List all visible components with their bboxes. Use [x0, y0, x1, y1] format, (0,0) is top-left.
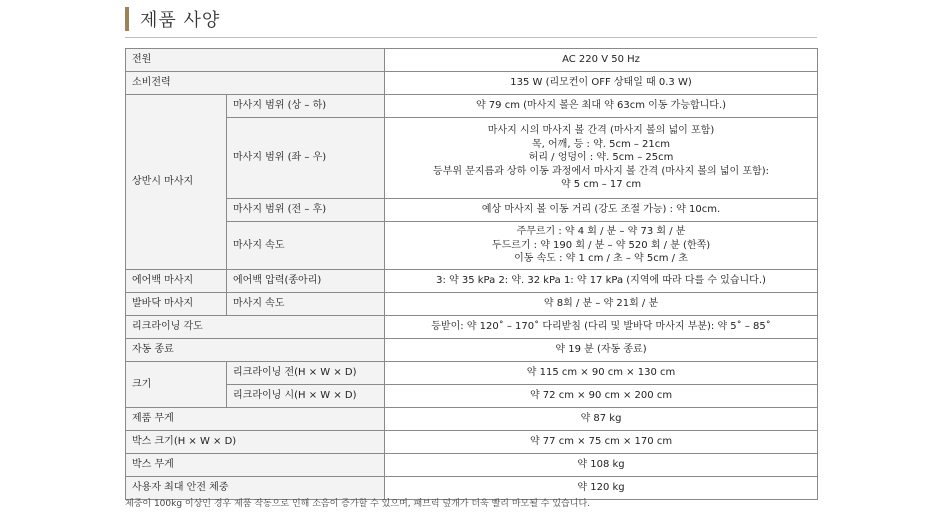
value-airbag-pressure: 3: 약 35 kPa 2: 약. 32 kPa 1: 약 17 kPa (지역에 따라 다를 수 있습니다.) [385, 270, 818, 293]
row-value-consumption: 135 W (리모컨이 OFF 상태일 때 0.3 W) [385, 72, 818, 95]
range-lr-line: 등부위 문지름과 상하 이동 과정에서 마사지 볼 간격 (마사지 볼의 넓이 포함): [433, 165, 769, 177]
row-label-box-size: 박스 크기(H × W × D) [126, 431, 385, 454]
range-lr-line: 허리 / 엉덩이 : 약. 5cm – 25cm [528, 152, 674, 164]
value-foot-speed: 약 8회 / 분 – 약 21회 / 분 [385, 293, 818, 316]
value-speed [385, 222, 818, 270]
value-range-fb: 예상 마사지 볼 이동 거리 (강도 조절 가능) : 약 10cm. [385, 199, 818, 222]
row-value-weight: 약 87 kg [385, 408, 818, 431]
speed-line: 두드르기 : 약 190 회 / 분 – 약 520 회 / 분 (한쪽) [491, 239, 711, 251]
table-row [126, 270, 818, 293]
table-row [126, 431, 818, 454]
row-label-recline: 리크라이닝 각도 [126, 316, 385, 339]
table-row [126, 95, 818, 118]
table-row [126, 49, 818, 72]
range-lr-line: 약 5 cm – 17 cm [560, 179, 642, 191]
page-title: 제품 사양 [140, 10, 221, 31]
range-lr-line: 마사지 시의 마사지 볼 간격 (마사지 볼의 넓이 포함) [487, 125, 715, 137]
row-label-airbag: 에어백 마사지 [126, 270, 227, 293]
value-range-ud: 약 79 cm (마사지 볼은 최대 약 63cm 이동 가능합니다.) [385, 95, 818, 118]
title-accent-bar [125, 7, 129, 31]
sub-label-airbag-pressure: 에어백 압력(종아리) [227, 270, 385, 293]
range-lr-line: 목, 어깨, 등 : 약. 5cm – 21cm [532, 138, 671, 150]
row-label-power: 전원 [126, 49, 385, 72]
row-value-recline: 등받이: 약 120˚ – 170˚ 다리받침 (다리 및 발바닥 마사지 부분): 약 5˚ – 85˚ [385, 316, 818, 339]
section-header [125, 6, 220, 32]
sub-label-foot-speed: 마사지 속도 [227, 293, 385, 316]
sub-label-speed: 마사지 속도 [227, 222, 385, 270]
sub-label-range-ud: 마사지 범위 (상 – 하) [227, 95, 385, 118]
speed-line: 이동 속도 : 약 1 cm / 초 – 약 5cm / 초 [514, 253, 688, 265]
row-label-auto-off: 자동 종료 [126, 339, 385, 362]
row-label-box-weight: 박스 무게 [126, 454, 385, 477]
table-row [126, 293, 818, 316]
row-value-max-user: 약 120 kg [385, 477, 818, 500]
sub-label-size-before: 리크라이닝 전(H × W × D) [227, 362, 385, 385]
row-label-size: 크기 [126, 362, 227, 408]
value-size-before: 약 115 cm × 90 cm × 130 cm [385, 362, 818, 385]
value-size-during: 약 72 cm × 90 cm × 200 cm [385, 385, 818, 408]
value-range-lr [385, 118, 818, 199]
row-label-consumption: 소비전력 [126, 72, 385, 95]
table-row [126, 385, 818, 408]
sub-label-range-fb: 마사지 범위 (전 – 후) [227, 199, 385, 222]
table-row [126, 199, 818, 222]
spec-table [125, 48, 818, 500]
title-divider [125, 37, 817, 38]
table-row [126, 362, 818, 385]
table-row [126, 454, 818, 477]
row-label-max-user: 사용자 최대 안전 체중 [126, 477, 385, 500]
speed-line: 주무르기 : 약 4 회 / 분 – 약 73 회 / 분 [516, 226, 686, 238]
row-value-box-size: 약 77 cm × 75 cm × 170 cm [385, 431, 818, 454]
row-value-auto-off: 약 19 분 (자동 종료) [385, 339, 818, 362]
table-row [126, 222, 818, 270]
row-label-foot: 발바닥 마사지 [126, 293, 227, 316]
row-label-weight: 제품 무게 [126, 408, 385, 431]
table-row [126, 72, 818, 95]
row-value-power: AC 220 V 50 Hz [385, 49, 818, 72]
table-row [126, 339, 818, 362]
row-label-upper-massage: 상반시 마사지 [126, 95, 227, 270]
table-row [126, 118, 818, 199]
footnote: 체중이 100kg 이상인 경우 제품 작동으로 인해 소음이 증가할 수 있으며, 패브릭 덮개가 더욱 빨리 마모될 수 있습니다. [125, 499, 590, 509]
row-value-box-weight: 약 108 kg [385, 454, 818, 477]
table-row [126, 408, 818, 431]
table-row [126, 316, 818, 339]
sub-label-range-lr: 마사지 범위 (좌 – 우) [227, 118, 385, 199]
sub-label-size-during: 리크라이닝 시(H × W × D) [227, 385, 385, 408]
